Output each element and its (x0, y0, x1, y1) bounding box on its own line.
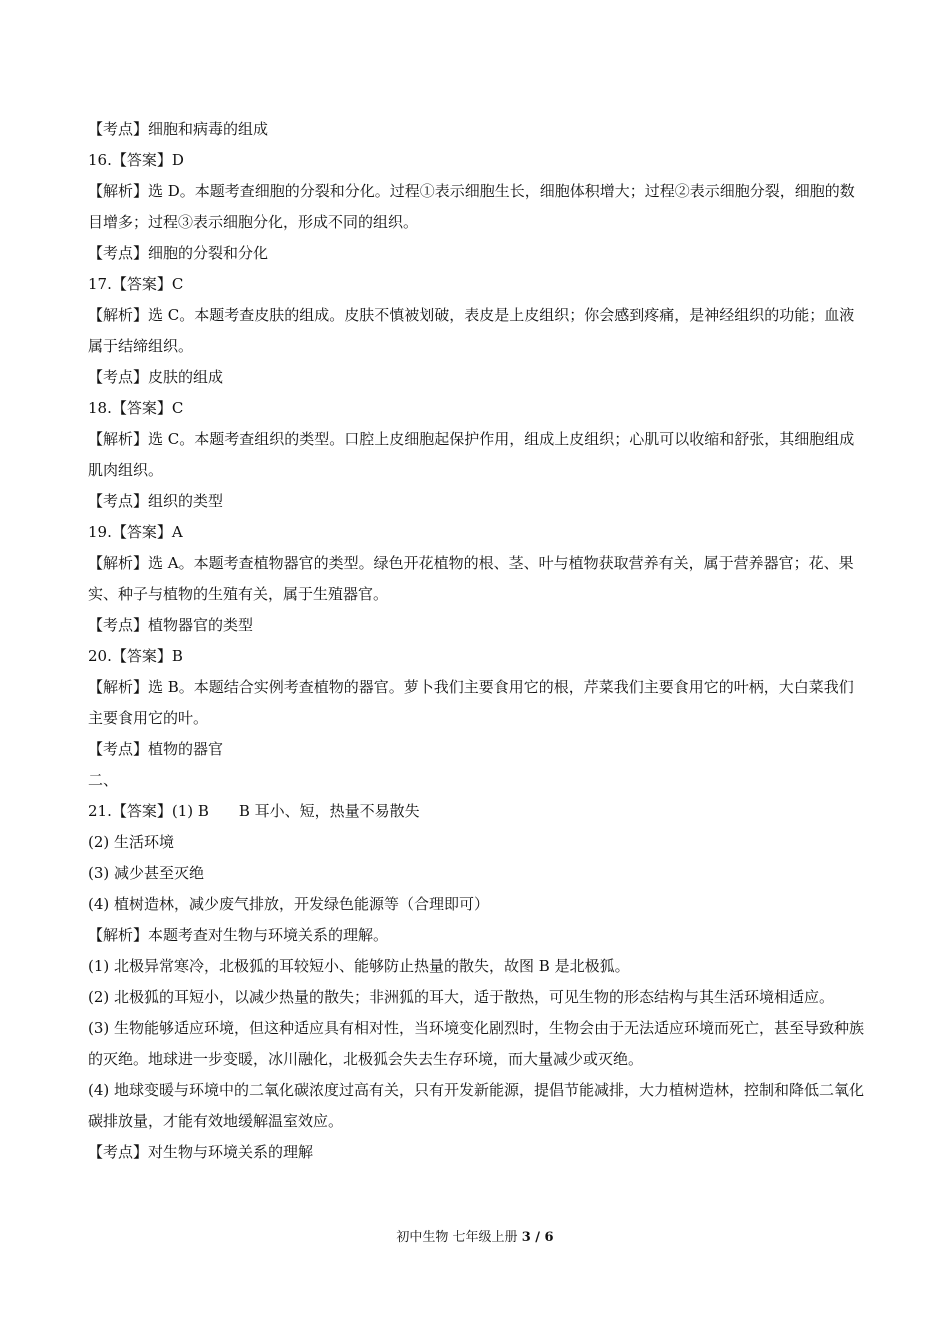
kaodian-18: 【考点】组织的类型 (88, 492, 224, 510)
answer-21-part1: 21.【答案】(1) B B 耳小、短，热量不易散失 (88, 802, 420, 820)
answer-21-part4: (4) 植树造林，减少废气排放，开发绿色能源等（合理即可） (88, 895, 490, 913)
answer-21-part3: (3) 减少甚至灭绝 (88, 864, 205, 882)
jiexi-18: 【解析】选 C。本题考查组织的类型。口腔上皮细胞起保护作用，组成上皮组织；心肌可以收缩和舒张，其细胞组成肌肉组织。 (88, 430, 855, 479)
jiexi-16: 【解析】选 D。本题考查细胞的分裂和分化。过程①表示细胞生长，细胞体积增大；过程②表示细胞分裂，细胞的数目增多；过程③表示细胞分化，形成不同的组织。 (88, 182, 855, 231)
kaodian-17: 【考点】皮肤的组成 (88, 368, 224, 386)
answer-19: 19.【答案】A (88, 523, 183, 541)
jiexi-21-part4: (4) 地球变暖与环境中的二氧化碳浓度过高有关，只有开发新能源，提倡节能减排，大力植树造林，控制和降低二氧化碳排放量，才能有效地缓解温室效应。 (88, 1081, 865, 1130)
jiexi-20: 【解析】选 B。本题结合实例考查植物的器官。萝卜我们主要食用它的根，芹菜我们主要食用它的叶柄，大白菜我们主要食用它的叶。 (88, 678, 854, 727)
answer-18: 18.【答案】C (88, 399, 184, 417)
answer-16: 16.【答案】D (88, 151, 184, 169)
kaodian-16: 【考点】细胞的分裂和分化 (88, 244, 269, 262)
answer-17: 17.【答案】C (88, 275, 184, 293)
answer-content (88, 114, 866, 1168)
kaodian-21: 【考点】对生物与环境关系的理解 (88, 1143, 314, 1161)
jiexi-21-part2: (2) 北极狐的耳短小，以减少热量的散失；非洲狐的耳大，适于散热，可见生物的形态结构与其生活环境相适应。 (88, 988, 835, 1006)
jiexi-17: 【解析】选 C。本题考查皮肤的组成。皮肤不慎被划破，表皮是上皮组织；你会感到疼痛，是神经组织的功能；血液属于结缔组织。 (88, 306, 855, 355)
kaodian-19: 【考点】植物器官的类型 (88, 616, 254, 634)
footer-course: 初中生物 七年级上册 (396, 1230, 522, 1245)
jiexi-21-part1: (1) 北极异常寒冷，北极狐的耳较短小、能够防止热量的散失，故图 B 是北极狐。 (88, 957, 630, 975)
jiexi-21-intro: 【解析】本题考查对生物与环境关系的理解。 (88, 926, 389, 944)
page-footer (0, 1228, 950, 1248)
footer-page-number: 3 / 6 (521, 1230, 554, 1245)
jiexi-21-part3: (3) 生物能够适应环境，但这种适应具有相对性，当环境变化剧烈时，生物会由于无法适应环境而死亡，甚至导致种族的灭绝。地球进一步变暖，冰川融化，北极狐会失去生存环境，而大量减少或灭绝。 (88, 1019, 865, 1068)
kaodian-15: 【考点】细胞和病毒的组成 (88, 120, 269, 138)
section-two-heading: 二、 (88, 771, 119, 789)
jiexi-19: 【解析】选 A。本题考查植物器官的类型。绿色开花植物的根、茎、叶与植物获取营养有关，属于营养器官；花、果实、种子与植物的生殖有关，属于生殖器官。 (88, 554, 854, 603)
answer-21-part2: (2) 生活环境 (88, 833, 175, 851)
kaodian-20: 【考点】植物的器官 (88, 740, 224, 758)
answer-20: 20.【答案】B (88, 647, 183, 665)
